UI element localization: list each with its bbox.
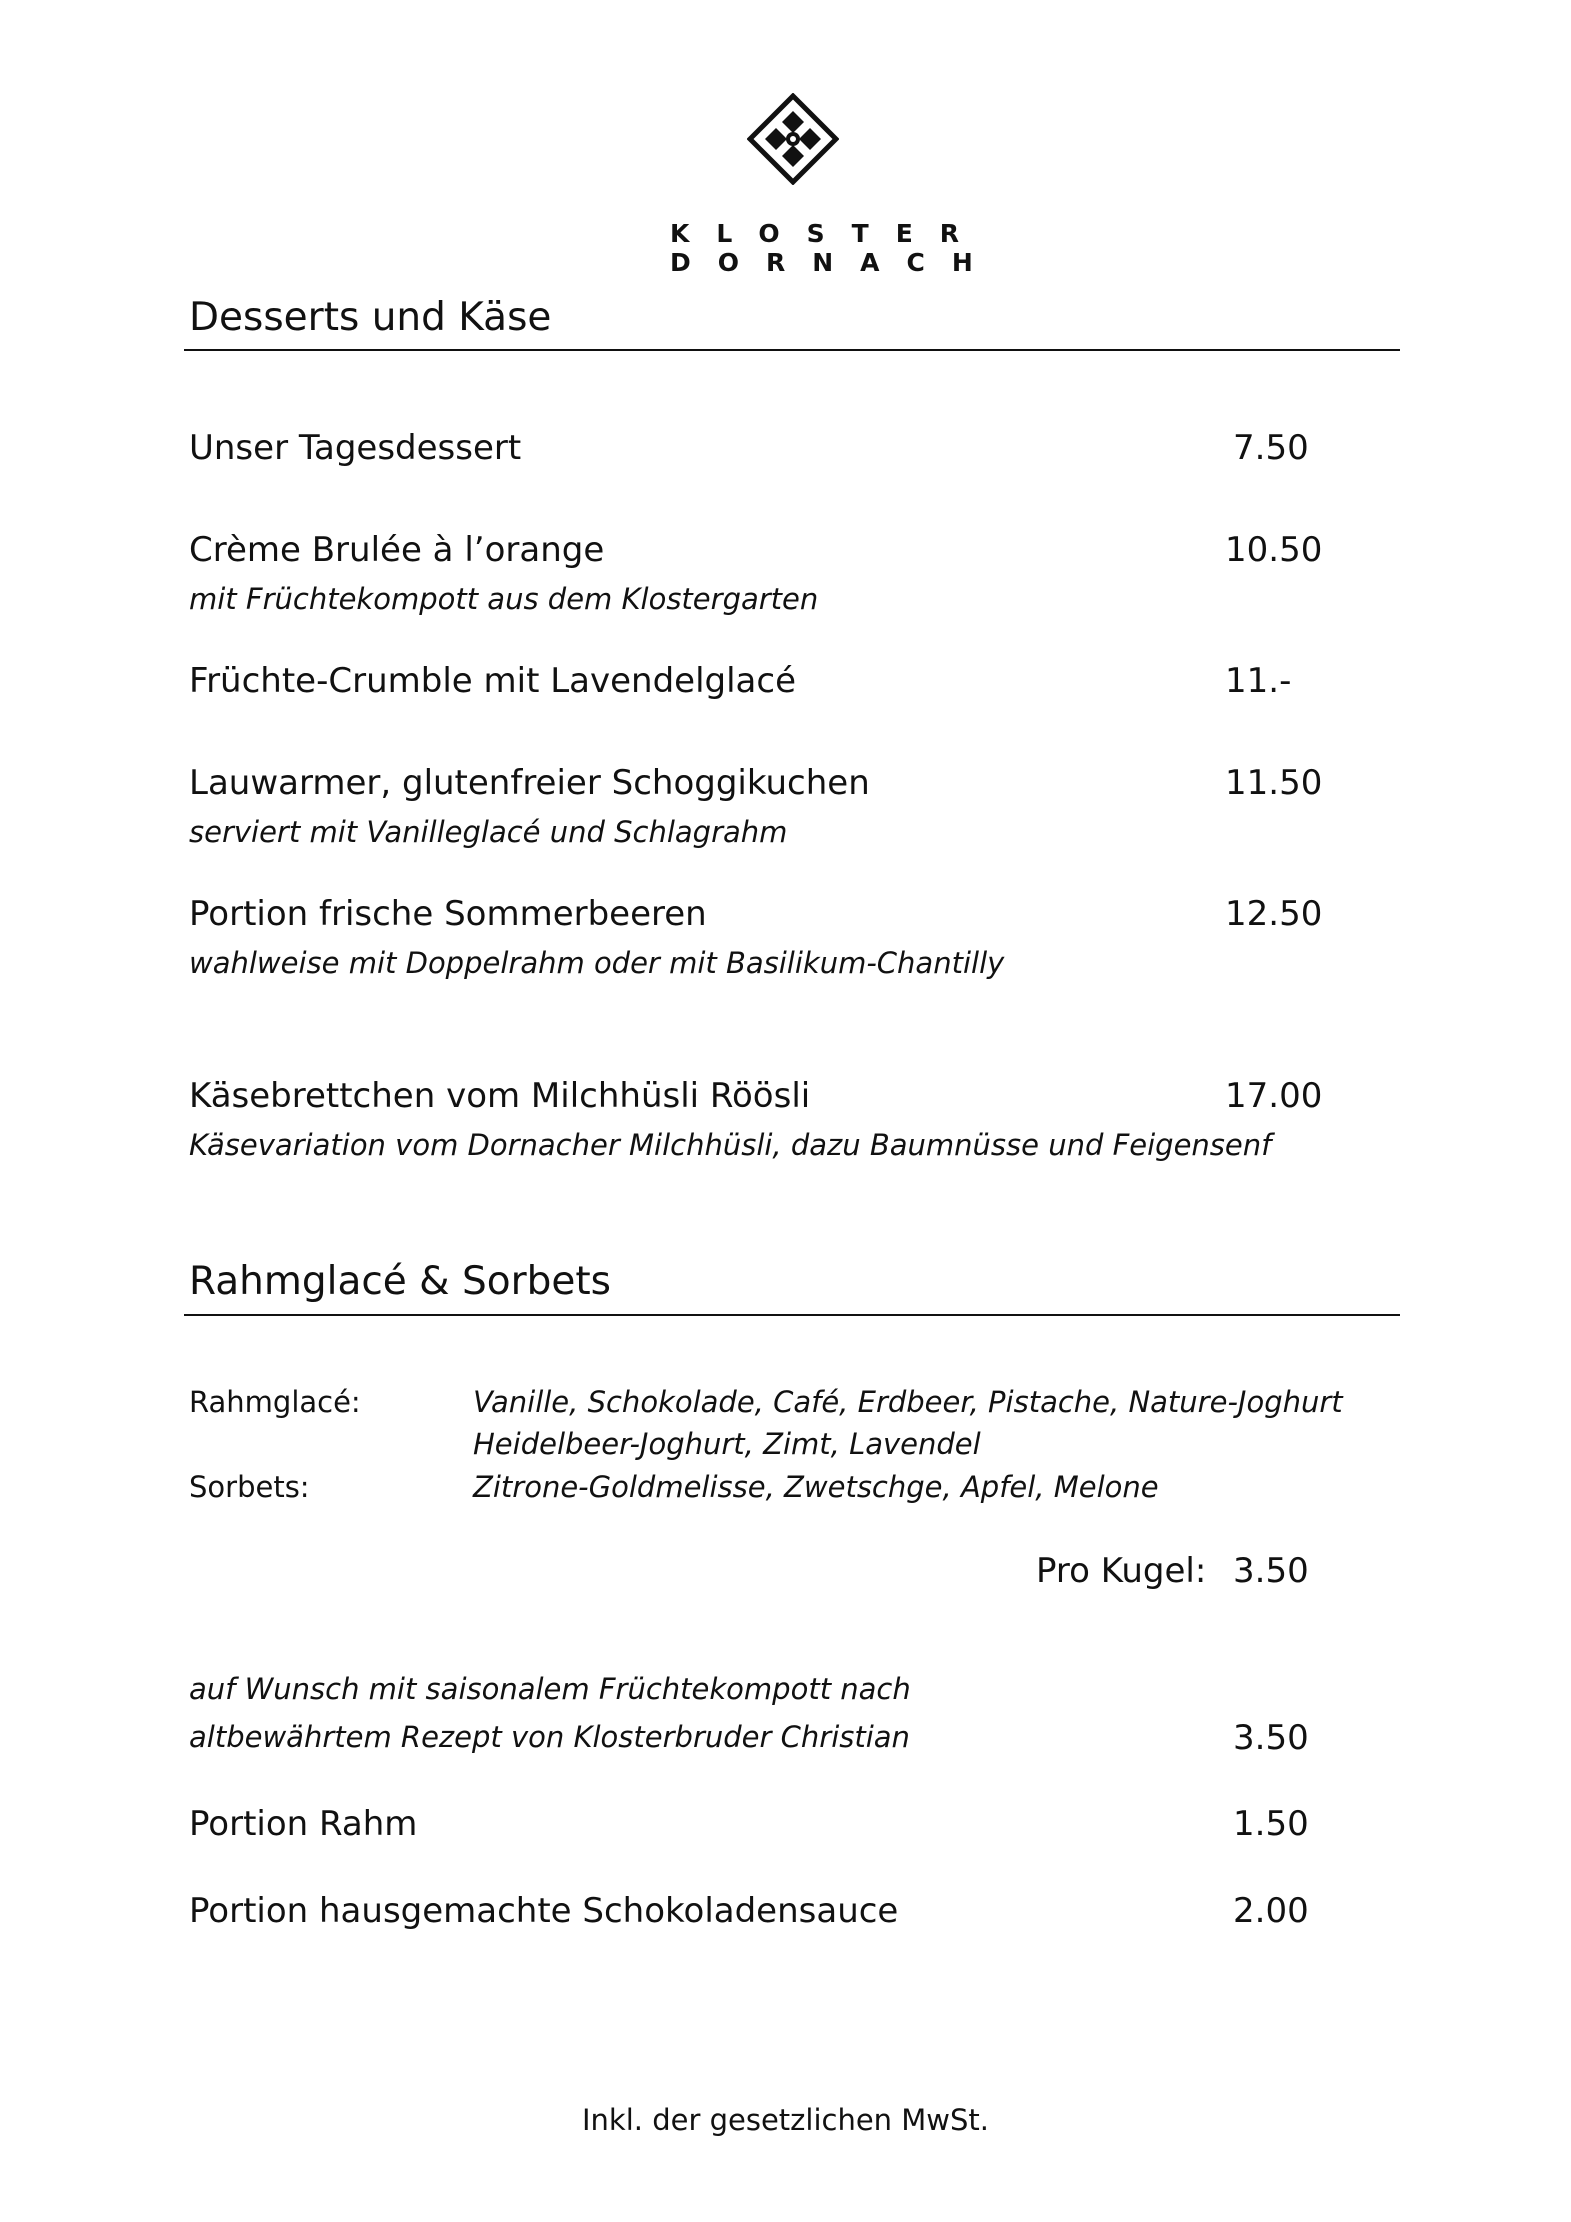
- extra-price: 1.50: [1233, 1804, 1309, 1844]
- menu-item-description: mit Früchtekompott aus dem Klostergarten: [189, 582, 819, 616]
- rahmglace-flavors: Vanille, Schokolade, Café, Erdbeer, Pistache, Nature-Joghurt: [473, 1385, 1343, 1419]
- menu-item-price: 7.50: [1233, 428, 1309, 468]
- rahmglace-label: Rahmglacé:: [189, 1385, 361, 1419]
- vat-footnote: Inkl. der gesetzlichen MwSt.: [581, 2103, 990, 2137]
- menu-item-price: 10.50: [1225, 530, 1323, 570]
- extra-description: auf Wunsch mit saisonalem Früchtekompott nach: [189, 1672, 911, 1706]
- menu-item-name: Crème Brulée à l’orange: [189, 530, 605, 570]
- per-scoop-price: 3.50: [1233, 1551, 1309, 1591]
- menu-item-name: Käsebrettchen vom Milchhüsli Röösli: [189, 1076, 811, 1116]
- section-divider: [184, 349, 1400, 351]
- extra-description-cont: altbewährtem Rezept von Klosterbruder Christian: [189, 1720, 910, 1754]
- section-title-glace: Rahmglacé & Sorbets: [189, 1259, 611, 1304]
- extra-price: 2.00: [1233, 1891, 1309, 1931]
- menu-item-name: Portion frische Sommerbeeren: [189, 894, 707, 934]
- menu-item-name: Lauwarmer, glutenfreier Schoggikuchen: [189, 763, 870, 803]
- per-scoop-label: Pro Kugel:: [1036, 1551, 1207, 1591]
- menu-item-price: 12.50: [1225, 894, 1323, 934]
- section-divider: [184, 1314, 1400, 1316]
- extra-item-name: Portion hausgemachte Schokoladensauce: [189, 1891, 899, 1931]
- menu-item-description: serviert mit Vanilleglacé und Schlagrahm: [189, 815, 788, 849]
- menu-item-name: Früchte-Crumble mit Lavendelglacé: [189, 661, 797, 701]
- sorbets-flavors: Zitrone-Goldmelisse, Zwetschge, Apfel, Melone: [473, 1470, 1159, 1504]
- rahmglace-flavors-cont: Heidelbeer-Joghurt, Zimt, Lavendel: [473, 1427, 981, 1461]
- section-title-desserts: Desserts und Käse: [189, 295, 552, 340]
- menu-item-price: 17.00: [1225, 1076, 1323, 1116]
- extra-price: 3.50: [1233, 1718, 1309, 1758]
- extra-item-name: Portion Rahm: [189, 1804, 418, 1844]
- menu-item-price: 11.-: [1225, 661, 1292, 701]
- sorbets-label: Sorbets:: [189, 1470, 310, 1504]
- menu-item-name: Unser Tagesdessert: [189, 428, 522, 468]
- brand-line-1: KLOSTER: [670, 219, 987, 248]
- brand-line-2: DORNACH: [670, 248, 1000, 277]
- menu-item-price: 11.50: [1225, 763, 1323, 803]
- kloster-dornach-emblem-icon: [747, 93, 839, 185]
- menu-item-description: Käsevariation vom Dornacher Milchhüsli, dazu Baumnüsse und Feigensenf: [189, 1128, 1272, 1162]
- menu-item-description: wahlweise mit Doppelrahm oder mit Basilikum-Chantilly: [189, 946, 1005, 980]
